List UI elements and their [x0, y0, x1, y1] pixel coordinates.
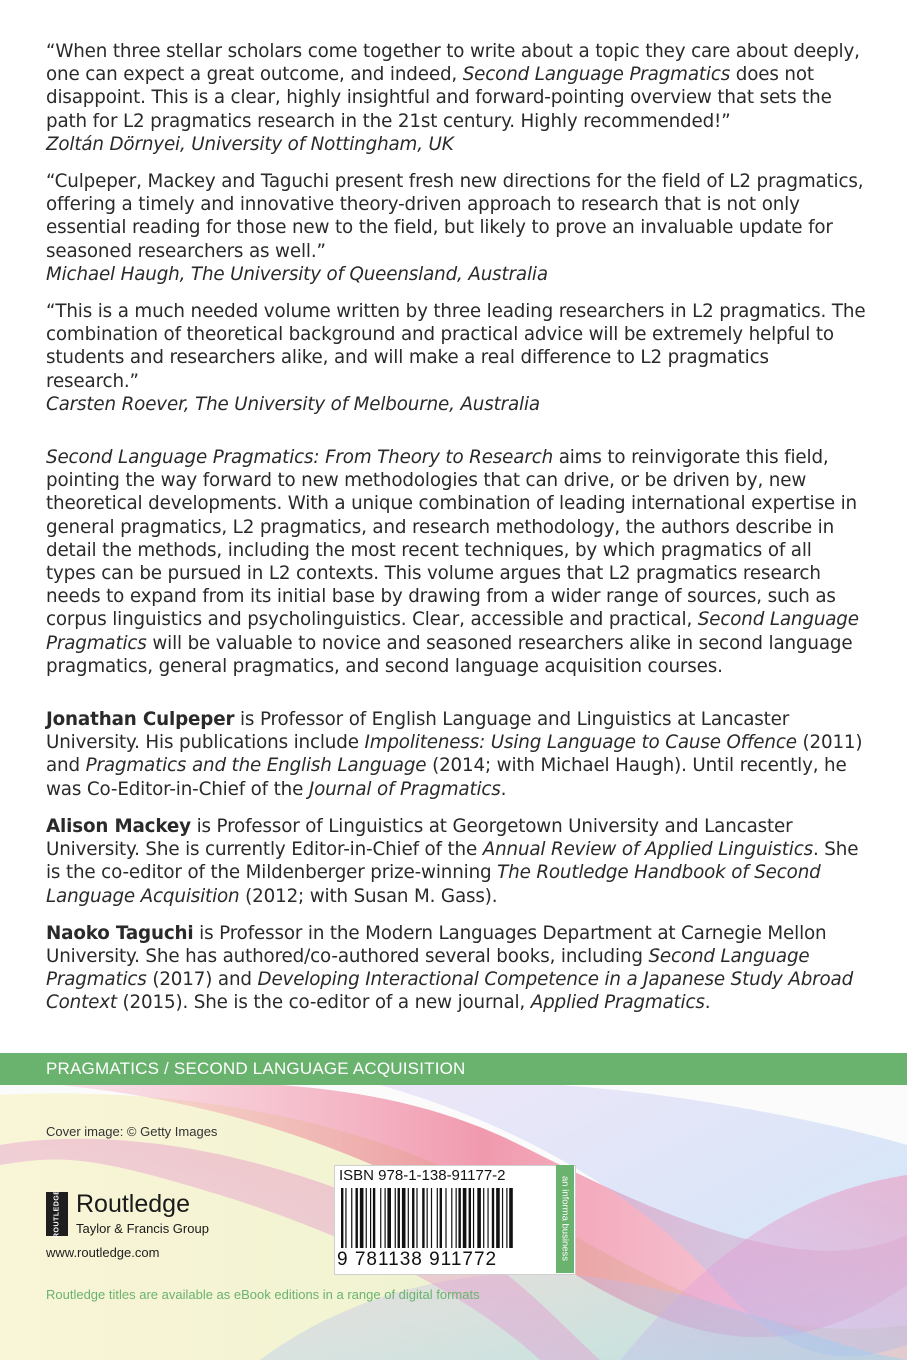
description-book-title-short: Second Language Pragmatics: [46, 609, 859, 654]
author-bio-text: . She is the co-editor of the Mildenberger prize-winning: [46, 839, 859, 884]
review-2: [46, 170, 866, 286]
barcode-bar: [463, 1188, 467, 1248]
barcode-bar: [398, 1188, 400, 1248]
author-bio-text: .: [704, 992, 711, 1014]
barcode-icon: [339, 1188, 555, 1250]
barcode-bar: [366, 1188, 367, 1248]
author-bio-text: (2015). She is the co-editor of a new journal,: [116, 992, 531, 1014]
author-work-title: Impoliteness: Using Language to Cause Offence: [364, 732, 797, 754]
barcode-digits: 9 781138 911772: [337, 1249, 498, 1270]
author-work-title: Journal of Pragmatics: [308, 778, 501, 800]
barcode-bar: [385, 1188, 386, 1248]
author-bio-text: .: [500, 778, 507, 800]
author-work-title: Second Language Pragmatics: [46, 945, 810, 991]
barcode-bar: [356, 1188, 358, 1248]
review-quote-part: “When three stellar scholars come together to write about a topic they care about deeply, one can expect a great outcome, and indeed,: [46, 41, 860, 86]
barcode-bar: [506, 1188, 507, 1248]
review-quote-book-title: Second Language Pragmatics: [462, 64, 731, 86]
barcode-bar: [341, 1188, 343, 1248]
isbn-label: ISBN 978-1-138-91177-2: [339, 1167, 506, 1184]
barcode-bar: [487, 1188, 488, 1248]
category-label: PRAGMATICS / SECOND LANGUAGE ACQUISITION: [46, 1059, 466, 1078]
barcode-bar: [431, 1188, 432, 1248]
author-name: Naoko Taguchi: [46, 922, 194, 944]
author-work-title: Annual Review of Applied Linguistics: [482, 839, 813, 861]
barcode-bar: [469, 1188, 471, 1248]
barcode-bar: [483, 1188, 484, 1248]
barcode-bar: [395, 1188, 396, 1248]
barcode-bar: [496, 1188, 500, 1248]
routledge-mark-icon: [46, 1189, 68, 1239]
barcode-bar: [345, 1188, 346, 1248]
barcode-bar: [445, 1188, 446, 1248]
barcode-bar: [440, 1188, 442, 1248]
barcode-bar: [456, 1188, 457, 1248]
review-attribution: Michael Haugh, The University of Queensland, Australia: [46, 263, 548, 285]
barcode-bar: [451, 1188, 452, 1248]
author-name: Alison Mackey: [46, 815, 191, 837]
author-bio-3: [46, 922, 866, 1015]
informa-strip: [556, 1165, 574, 1273]
barcode-bar: [477, 1188, 481, 1248]
description-text: aims to reinvigorate this field, pointing the way forward to new methodologies that can drive, or be driven by, new theoretical developments. With a unique combination of leading international expertise in general pragmatics, L2 pragmatics, and research methodology, the authors describe in detail the methods, including the most recent techniques, by which pragmatics of all types can be pursued in L2 contexts. This volume argues that L2 pragmatics research needs to expand from its initial base by drawing from a wider range of sources, such as corpus linguistics and psycholinguistics. Clear, accessible and practical,: [46, 447, 857, 631]
publisher-group: Taylor & Francis Group: [76, 1221, 209, 1236]
description-book-title: Second Language Pragmatics: From Theory to Research: [46, 447, 554, 469]
description-text: will be valuable to novice and seasoned researchers alike in second language pragmatics, general pragmatics, and second language acquisition courses.: [46, 632, 853, 677]
review-quote: “This is a much needed volume written by three leading researchers in L2 pragmatics. The combination of theoretical background and practical advice will be extremely helpful to students and researchers alike, and will make a real difference to L2 pragmatics research.”: [46, 301, 866, 392]
barcode-bar: [502, 1188, 503, 1248]
author-bio-2: [46, 815, 866, 908]
barcode-bar: [402, 1188, 406, 1248]
isbn-barcode-block: [334, 1165, 576, 1275]
author-bio-text: is Professor of English Language and Linguistics at Lancaster University. His publications include: [46, 709, 790, 754]
book-description: [46, 446, 866, 678]
author-work-title: Pragmatics and the English Language: [85, 755, 427, 777]
review-quote: “Culpeper, Mackey and Taguchi present fresh new directions for the field of L2 pragmatics, offering a timely and innovative theory-driven approach to research that is not only essential reading for those new to the field, but likely to prove an invaluable update for seasoned researchers as well.”: [46, 171, 864, 262]
publisher-name: Routledge: [76, 1190, 190, 1218]
author-bio-text: (2012; with Susan M. Gass).: [239, 885, 498, 907]
barcode-bar: [408, 1188, 409, 1248]
author-bio-text: (2014; with Michael Haugh). Until recently, he was Co-Editor-in-Chief of the: [46, 755, 847, 800]
review-3: [46, 300, 866, 416]
barcode-bar: [416, 1188, 417, 1248]
ebook-note: Routledge titles are available as eBook editions in a range of digital formats: [46, 1287, 480, 1302]
barcode-bar: [427, 1188, 428, 1248]
barcode-bar: [360, 1188, 364, 1248]
barcode-bar: [412, 1188, 414, 1248]
author-bio-text: is Professor in the Modern Languages Department at Carnegie Mellon University. She has authored/co-authored several books, including: [46, 922, 827, 967]
author-work-title: The Routledge Handbook of Second Language Acquisition: [46, 862, 821, 907]
author-bio-text: (2011) and: [46, 732, 863, 777]
barcode-bar: [387, 1188, 391, 1248]
barcode-bar: [380, 1188, 381, 1248]
review-1: [46, 40, 866, 156]
cover-image-credit: Cover image: © Getty Images: [46, 1124, 218, 1139]
author-work-title: Applied Pragmatics: [530, 992, 705, 1014]
barcode-bar: [492, 1188, 494, 1248]
publisher-logo: [46, 1189, 276, 1242]
author-bio-1: [46, 708, 866, 801]
barcode-bar: [509, 1188, 513, 1248]
barcode-bar: [422, 1188, 424, 1248]
back-cover-text: [46, 40, 866, 1029]
review-attribution: Carsten Roever, The University of Melbourne, Australia: [46, 393, 540, 415]
review-quote-part: does not disappoint. This is a clear, highly insightful and forward-pointing overview that sets the path for L2 pragmatics research in the 21st century. Highly recommended!”: [46, 64, 832, 132]
barcode-bar: [437, 1188, 438, 1248]
publisher-mark-text: ROUTLEDGE: [53, 1189, 61, 1239]
barcode-bar: [373, 1188, 375, 1248]
review-attribution: Zoltán Dörnyei, University of Nottingham, UK: [46, 133, 454, 155]
informa-label: an informa business: [559, 1176, 571, 1262]
barcode-bar: [351, 1188, 352, 1248]
author-bio-text: is Professor of Linguistics at Georgetown University and Lancaster University. She is currently Editor-in-Chief of the: [46, 815, 793, 861]
barcode-bar: [370, 1188, 371, 1248]
publisher-website: www.routledge.com: [46, 1245, 160, 1260]
barcode-bar: [473, 1188, 474, 1248]
category-band: [0, 1053, 907, 1085]
author-work-title: Developing Interactional Competence in a Japanese Study Abroad Context: [46, 969, 854, 1014]
author-name: Jonathan Culpeper: [46, 709, 235, 731]
author-bio-text: (2017) and: [146, 969, 258, 991]
barcode-bar: [458, 1188, 460, 1248]
